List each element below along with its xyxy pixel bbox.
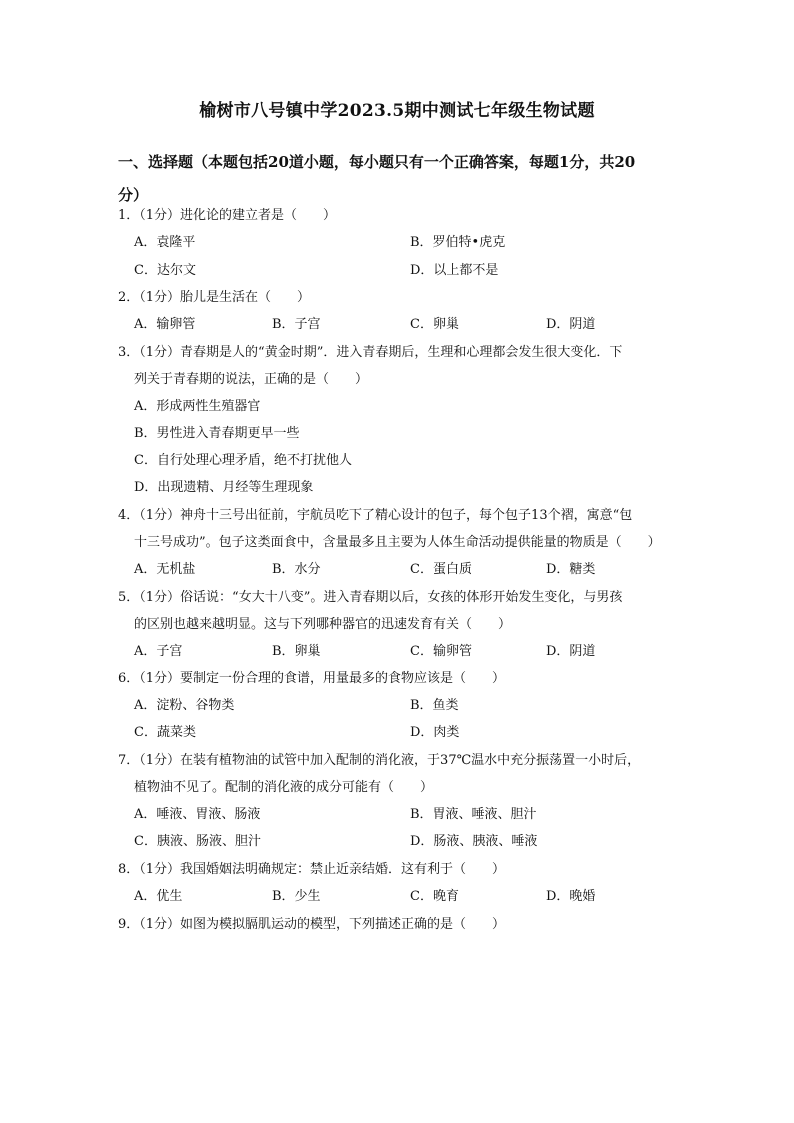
question-3-option-d: D．出现遗精、月经等生理现象 [134, 480, 314, 495]
question-4-option-b: B．水分 [272, 562, 321, 577]
question-5-stem-line-2: 的区别也越来越明显。这与下列哪种器官的迅速发育有关（ ） [134, 617, 512, 632]
question-4-option-a: A．无机盐 [134, 562, 196, 577]
question-5-option-c: C．输卵管 [410, 644, 472, 659]
question-3-stem-line-2: 列关于青春期的说法，正确的是（ ） [134, 372, 369, 387]
question-2-option-b: B．子宫 [272, 317, 321, 332]
section-heading-line-1: 一、选择题（本题包括20道小题，每小题只有一个正确答案，每题1分，共20 [118, 153, 636, 171]
question-7-option-d: D．肠液、胰液、唾液 [410, 834, 538, 849]
question-4-stem-line-2: 十三号成功”。包子这类面食中，含量最多且主要为人体生命活动提供能量的物质是（ ） [134, 535, 661, 550]
question-7-stem-line-2: 植物油不见了。配制的消化液的成分可能有（ ） [134, 780, 434, 795]
question-6-option-c: C．蔬菜类 [134, 725, 196, 740]
section-heading-line-2: 分） [118, 186, 149, 204]
question-8-option-d: D．晚婚 [546, 889, 596, 904]
question-5-stem [118, 584, 688, 638]
question-8-option-b: B．少生 [272, 889, 321, 904]
question-1-option-d: D．以上都不是 [410, 263, 499, 278]
question-6-option-d: D．肉类 [410, 725, 460, 740]
question-1-option-b: B．罗伯特•虎克 [410, 235, 506, 250]
question-2-stem: 2．（1分）胎儿是生活在（ ） [118, 290, 311, 305]
question-8-option-a: A．优生 [134, 889, 183, 904]
question-4-option-c: C．蛋白质 [410, 562, 472, 577]
question-7-stem [118, 747, 688, 801]
question-2-option-a: A．输卵管 [134, 317, 196, 332]
question-3-option-b: B．男性进入青春期更早一些 [134, 426, 300, 441]
question-7-option-a: A．唾液、胃液、肠液 [134, 807, 261, 822]
question-8-option-c: C．晚育 [410, 889, 459, 904]
page-title: 榆树市八号镇中学2023.5期中测试七年级生物试题 [199, 101, 595, 121]
question-6-option-a: A．淀粉、谷物类 [134, 698, 235, 713]
question-5-option-b: B．卵巢 [272, 644, 321, 659]
question-8-stem: 8．（1分）我国婚姻法明确规定：禁止近亲结婚．这有利于（ ） [118, 862, 506, 877]
question-5-option-a: A．子宫 [134, 644, 183, 659]
question-7-option-b: B．胃液、唾液、胆汁 [410, 807, 537, 822]
question-2-option-c: C．卵巢 [410, 317, 459, 332]
question-6-stem: 6．（1分）要制定一份合理的食谱，用量最多的食物应该是（ ） [118, 671, 506, 686]
question-4-option-d: D．糖类 [546, 562, 596, 577]
question-2-option-d: D．阴道 [546, 317, 596, 332]
question-4-stem-line-1: 4．（1分）神舟十三号出征前，宇航员吃下了精心设计的包子，每个包子13个褶，寓意“包 [118, 508, 633, 523]
question-5-option-d: D．阴道 [546, 644, 596, 659]
question-3-stem [118, 339, 688, 393]
question-1-option-a: A．袁隆平 [134, 235, 196, 250]
question-1-option-c: C．达尔文 [134, 263, 196, 278]
question-1-stem: 1．（1分）进化论的建立者是（ ） [118, 208, 337, 223]
question-3-option-c: C．自行处理心理矛盾，绝不打扰他人 [134, 453, 352, 468]
question-5-stem-line-1: 5．（1分）俗话说：“女大十八变”。进入青春期以后，女孩的体形开始发生变化，与男孩 [118, 590, 623, 605]
question-6-option-b: B．鱼类 [410, 698, 459, 713]
question-7-option-c: C．胰液、肠液、胆汁 [134, 834, 261, 849]
question-4-stem [118, 502, 688, 556]
question-3-stem-line-1: 3．（1分）青春期是人的“黄金时期”．进入青春期后，生理和心理都会发生很大变化．下 [118, 345, 623, 360]
question-7-stem-line-1: 7．（1分）在装有植物油的试管中加入配制的消化液，于37℃温水中充分振荡置一小时后， [118, 753, 641, 768]
question-9-stem: 9．（1分）如图为模拟膈肌运动的模型，下列描述正确的是（ ） [118, 917, 506, 932]
question-3-option-a: A．形成两性生殖器官 [134, 399, 261, 414]
